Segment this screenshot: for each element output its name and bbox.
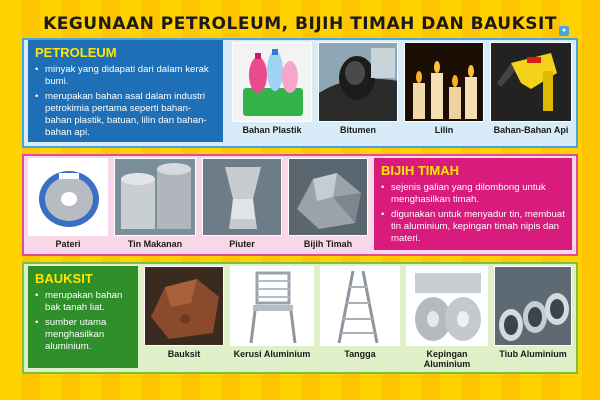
caption: Pateri [55,239,81,249]
piuter-image [202,158,282,236]
bijih-timah-image [288,158,368,236]
bauksit-heading: BAUKSIT [35,271,93,286]
item-tangga [320,266,400,359]
bijih-timah-info-box [374,158,572,250]
item-tiub-aluminium [494,266,572,359]
item-pateri [28,158,108,249]
petroleum-info-box [28,40,223,142]
caption: Tiub Aluminium [499,349,567,359]
pateri-image [28,158,108,236]
item-bahan-plastik [232,42,312,135]
caption: Bauksit [167,349,201,359]
bauksit-point: • sumber utama menghasilkan aluminium. [35,317,131,353]
caption: Tin Makanan [127,239,183,249]
kepingan-aluminium-image [406,266,488,346]
bijih-timah-point: • sejenis galian yang dilombong untuk menghasilkan timah. [381,182,565,206]
tangga-image [320,266,400,346]
bitumen-image [318,42,398,122]
item-bitumen [318,42,398,135]
item-piuter [202,158,282,249]
item-bauksit [144,266,224,359]
item-bijih-timah [288,158,368,249]
caption: Tangga [344,349,376,359]
petroleum-point: • merupakan bahan asal dalam industri petrokimia pertama seperti bahan-bahan plastik, batuan, lilin dan bahan-bahan api. [35,91,216,139]
bauksit-image [144,266,224,346]
bahan-plastik-image [232,42,312,122]
caption: Bitumen [340,125,376,135]
caption: Kepingan Aluminium [423,349,471,369]
tiub-aluminium-image [494,266,572,346]
kerusi-aluminium-image [230,266,314,346]
petroleum-heading: PETROLEUM [35,45,117,60]
lilin-image [404,42,484,122]
bauksit-points [35,290,131,353]
page-title: KEGUNAAN PETROLEUM, BIJIH TIMAH DAN BAUKSIT [43,14,557,34]
corner-badge-icon: ● [559,26,569,36]
bahan-bahan-api-image [490,42,572,122]
item-tin-makanan [114,158,196,249]
caption: Kerusi Aluminium [233,349,311,359]
petroleum-point: • minyak yang didapati dari dalam kerak bumi. [35,64,216,88]
bijih-timah-point: • digunakan untuk menyadur tin, membuat tin aluminium, kepingan timah nipis dan materi. [381,209,565,245]
caption: Piuter [229,239,255,249]
caption: Bijih Timah [303,239,353,249]
petroleum-points [35,64,216,139]
item-kerusi-aluminium [230,266,314,359]
caption: Bahan Plastik [242,125,302,135]
tin-makanan-image [114,158,196,236]
bauksit-info-box [28,266,138,368]
caption: Lilin [434,125,454,135]
bauksit-point: • merupakan bahan bak tanah liat. [35,290,131,314]
item-bahan-bahan-api [490,42,572,135]
item-lilin [404,42,484,135]
item-kepingan-aluminium [406,266,488,369]
bijih-timah-points [381,182,565,245]
caption: Bahan-Bahan Api [493,125,569,135]
bijih-timah-heading: BIJIH TIMAH [381,163,459,178]
